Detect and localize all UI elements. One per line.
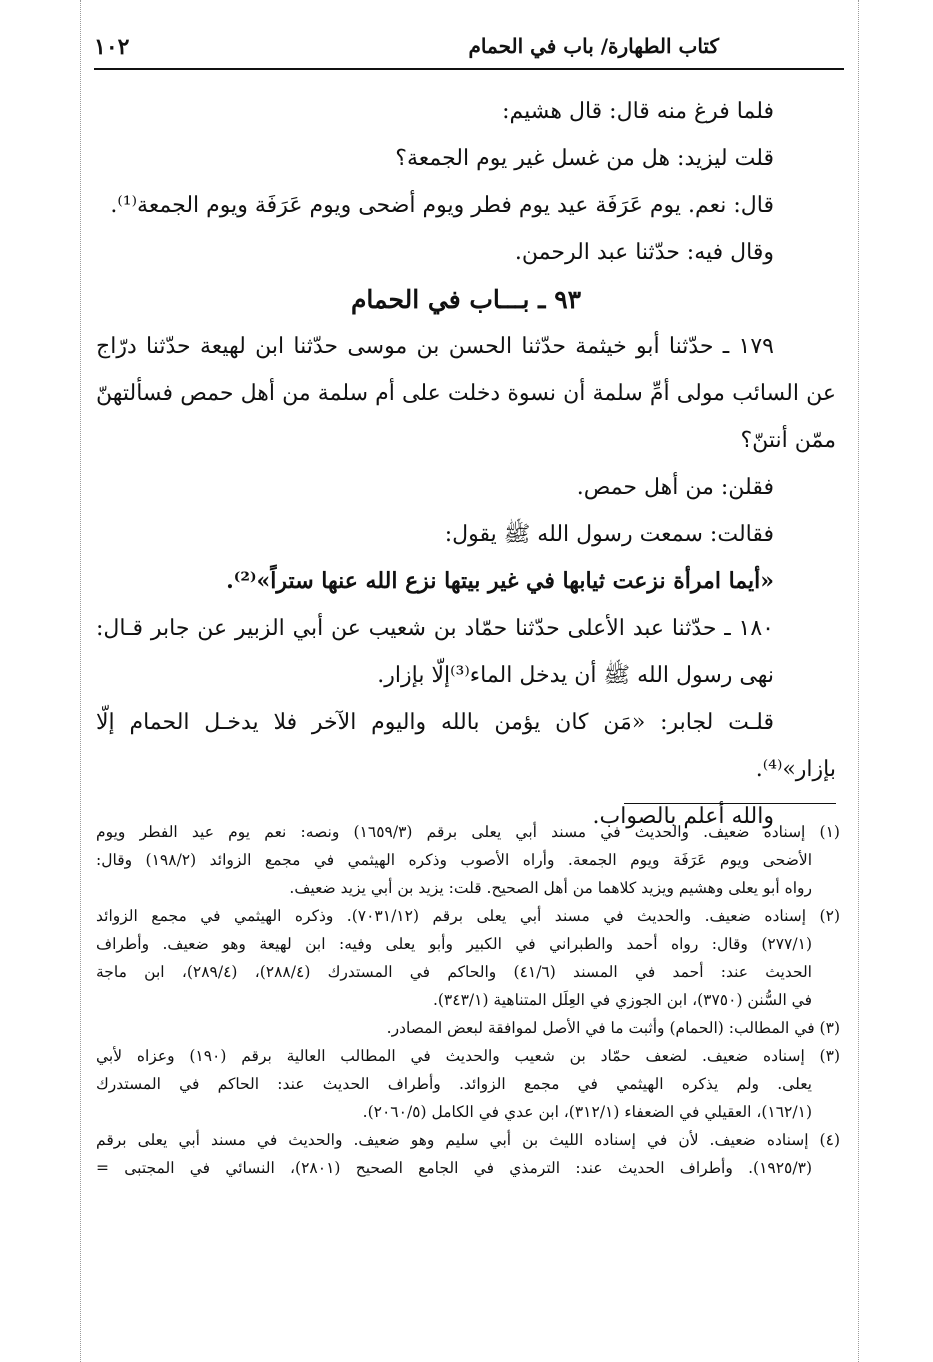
- text-line: نهى رسول الله ﷺ أن يدخل الماء⁽³⁾إلّا بإزار.: [377, 663, 774, 688]
- footnote-line: في السُّنن (٣٧٥٠)، ابن الجوزي في العِلَل المتناهية (٣٤٣/١).: [432, 991, 812, 1009]
- hadith-quote: «أيما امرأة نزعت ثيابها في غير بيتها نزع الله عنها ستراً»⁽²⁾.: [226, 568, 774, 594]
- footnote-line: (٣) في المطالب: (الحمام) وأثبت ما في الأصل لموافقة لبعض المصادر.: [386, 1019, 840, 1037]
- running-title: كتاب الطهارة/ باب في الحمام: [468, 34, 719, 58]
- text-line: قلت ليزيد: هل من غسل غير يوم الجمعة؟: [395, 146, 774, 171]
- text-line: بإزار»⁽⁴⁾.: [755, 757, 836, 782]
- page-header: [94, 28, 844, 70]
- text-line: عن السائب مولى أمِّ سلمة أن نسوة دخلت على أم سلمة من أهل حمص فسألتهنّ: [96, 381, 836, 406]
- footnote-line: (٢) إسناده ضعيف. والحديث في مسند أبي يعلى برقم (٧٠٣١/١٢). وذكره الهيثمي في مجمع الزوائد: [96, 907, 840, 925]
- footnote-line: يعلى. ولم يذكره الهيثمي في مجمع الزوائد. وأطراف الحديث عند: الحاكم في المستدرك: [96, 1075, 812, 1093]
- footnote-line: الأضحى ويوم عَرَفَة ويوم الجمعة. وأراه الأصوب وذكره الهيثمي في مجمع الزوائد (١٩٨/٢) وقال:: [96, 851, 812, 869]
- footnote-line: (٢٧٧/١) وقال: رواه أحمد والطبراني في الكبير وأبو يعلى وفيه: ابن لهيعة وهو ضعيف. وأطراف: [96, 935, 812, 953]
- closing-line: والله أعلم بالصواب.: [592, 804, 774, 829]
- text-line: ممّن أنتنّ؟: [740, 428, 836, 453]
- footnotes: [96, 818, 840, 1182]
- footnote-line: (٣) إسناده ضعيف. لضعف حمّاد بن شعيب والحديث في المطالب العالية برقم (١٩٠) وعزاه لأبي: [96, 1047, 840, 1065]
- footnote-line: الحديث عند: أحمد في المسند (٤١/٦) والحاكم في المستدرك (٢٨٨/٤)، (٢٨٩/٤)، ابن ماجة: [96, 963, 812, 981]
- chapter-heading: ٩٣ ـ بـــاب في الحمام: [350, 285, 582, 314]
- text-line: فقالت: سمعت رسول الله ﷺ يقول:: [444, 522, 774, 547]
- footnote-separator: [624, 803, 836, 804]
- footnote-line: (١٦٢/١)، العقيلي في الضعفاء (٣١٢/١)، ابن عدي في الكامل (٢٠٦٠/٥).: [362, 1103, 812, 1121]
- left-margin-guide: [80, 0, 81, 1362]
- text-line: قلـت لجابر: «مَن كان يؤمن بالله واليوم الآخر فلا يدخـل الحمام إلّا: [96, 710, 774, 735]
- text-line: فقلن: من أهل حمص.: [576, 475, 774, 500]
- hadith-179-line: ١٧٩ ـ حدّثنا أبو خيثمة حدّثنا الحسن بن موسى حدّثنا ابن لهيعة حدّثنا درّاج: [96, 334, 774, 359]
- text-line: فلما فرغ منه قال: قال هشيم:: [502, 99, 774, 124]
- main-text: [96, 88, 836, 840]
- text-line: قال: نعم. يوم عَرَفَة عيد يوم فطر ويوم أضحى ويوم عَرَفَة ويوم الجمعة⁽¹⁾.: [110, 193, 774, 218]
- text-line: وقال فيه: حدّثنا عبد الرحمن.: [514, 240, 774, 265]
- footnote-line: (٤) إسناده ضعيف. لأن في إسناده الليث بن أبي سليم وهو ضعيف. والحديث في مسند أبي يعلى برقم: [96, 1131, 840, 1149]
- page-number: ١٠٢: [94, 34, 130, 60]
- footnote-line: (١٩٢٥/٣). وأطراف الحديث عند: الترمذي في الجامع الصحيح (٢٨٠١)، النسائي في المجتبى =: [96, 1159, 812, 1177]
- right-margin-guide: [858, 0, 859, 1362]
- footnote-line: (١) إسناده ضعيف. والحديث في مسند أبي يعلى برقم (١٦٥٩/٣) ونصه: نعم يوم عيد الفطر ويوم: [96, 823, 840, 841]
- footnote-line: رواه أبو يعلى وهشيم ويزيد كلاهما من أهل الصحيح. قلت: يزيد بن أبي يزيد ضعيف.: [289, 879, 812, 897]
- hadith-180-line: ١٨٠ ـ حدّثنا عبد الأعلى حدّثنا حمّاد بن شعيب عن أبي الزبير عن جابر قـال:: [96, 616, 774, 641]
